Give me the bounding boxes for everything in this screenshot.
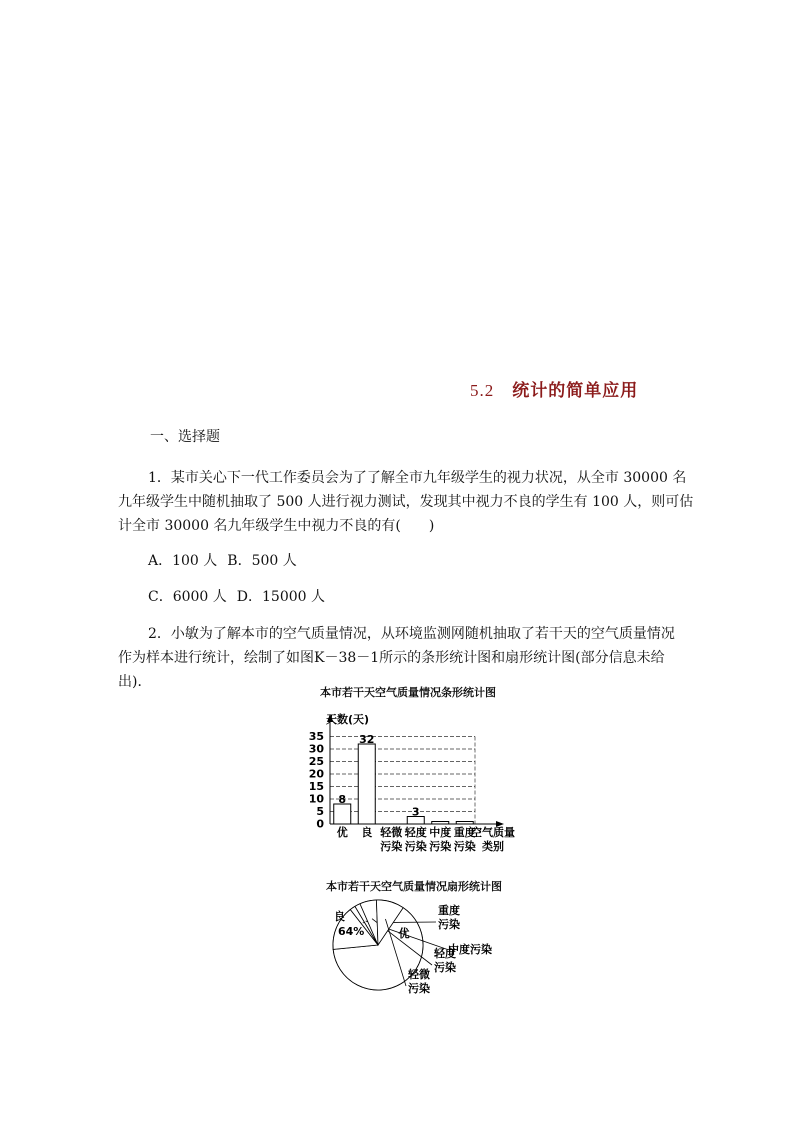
bar-data-label: 8 [338,793,347,806]
lesson-title-text: 统计的简单应用 [512,381,639,401]
bar [432,822,449,825]
pie-slice-label: 轻度 [434,947,456,960]
option-a[interactable]: A．100 人 [148,553,218,569]
option-b[interactable]: B．500 人 [227,553,297,569]
pie-slice-label: 重度 [438,904,460,917]
section-heading: 一、选择题 [150,429,220,445]
pie-slice-label: 轻微 [408,968,430,981]
question-1-line: 九年级学生中随机抽取了 500 人进行视力测试，发现其中视力不良的学生有 100 人，则可估 [118,494,694,510]
lesson-title [470,376,638,401]
y-axis-label: 天数(天) [326,713,370,726]
lesson-number: 5.2 [470,381,495,400]
bar [358,744,375,824]
y-tick-label: 5 [316,805,324,818]
pie-slice-label: 污染 [434,961,456,974]
x-tick-label: 轻度 [404,826,427,839]
pie-chart [330,893,530,1013]
option-d[interactable]: D．15000 人 [236,589,326,605]
bar [456,822,473,825]
question-1-options-row-2 [148,586,335,606]
y-tick-label: 0 [316,817,324,831]
y-tick-label: 20 [308,767,324,781]
x-tick-label: 污染 [380,840,403,853]
question-1-line: 1．某市关心下一代工作委员会为了了解全市九年级学生的视力状况，从全市 30000 名 [148,470,687,486]
bar [334,804,351,824]
pie-slice-label: 优 [398,927,410,940]
y-tick-label: 25 [308,755,324,768]
bar-chart [290,700,530,860]
x-tick-label: 良 [361,826,373,839]
pie-slice-label: 污染 [438,918,460,931]
bar-data-label: 3 [411,805,420,819]
question-1-text [118,466,698,538]
y-tick-label: 10 [308,792,324,806]
x-axis-label: 类别 [482,840,504,853]
x-tick-label: 污染 [404,840,427,853]
x-tick-label: 重度 [453,826,476,839]
question-1-options-row-1 [148,550,307,570]
question-1-line: 计全市 30000 名九年级学生中视力不良的有( ) [118,518,435,534]
pie-slice-label: 污染 [408,982,430,995]
x-tick-label: 中度 [429,826,452,839]
pie-chart-title: 本市若干天空气质量情况扇形统计图 [326,880,502,893]
question-2-line: 作为样本进行统计，绘制了如图K－38－1所示的条形统计图和扇形统计图(部分信息未给出)． [118,650,665,690]
y-tick-label: 15 [308,780,324,793]
x-tick-label: 污染 [429,840,452,853]
y-tick-label: 30 [308,742,324,756]
bar-chart-title: 本市若干天空气质量情况条形统计图 [320,686,496,699]
question-2-line: 2．小敏为了解本市的空气质量情况，从环境监测网随机抽取了若干天的空气质量情况 [148,626,675,642]
x-tick-label: 轻微 [380,826,403,839]
x-tick-label: 优 [336,826,348,839]
x-tick-label: 污染 [453,840,476,853]
pie-percent-label: 64% [338,925,365,938]
option-c[interactable]: C．6000 人 [148,589,227,605]
bar-data-label: 32 [359,733,375,746]
y-tick-label: 35 [308,730,324,743]
x-axis-label: 空气质量 [471,826,515,839]
pie-slice-label: 中度污染 [448,943,492,956]
pie-slice-label: 良 [334,910,345,923]
